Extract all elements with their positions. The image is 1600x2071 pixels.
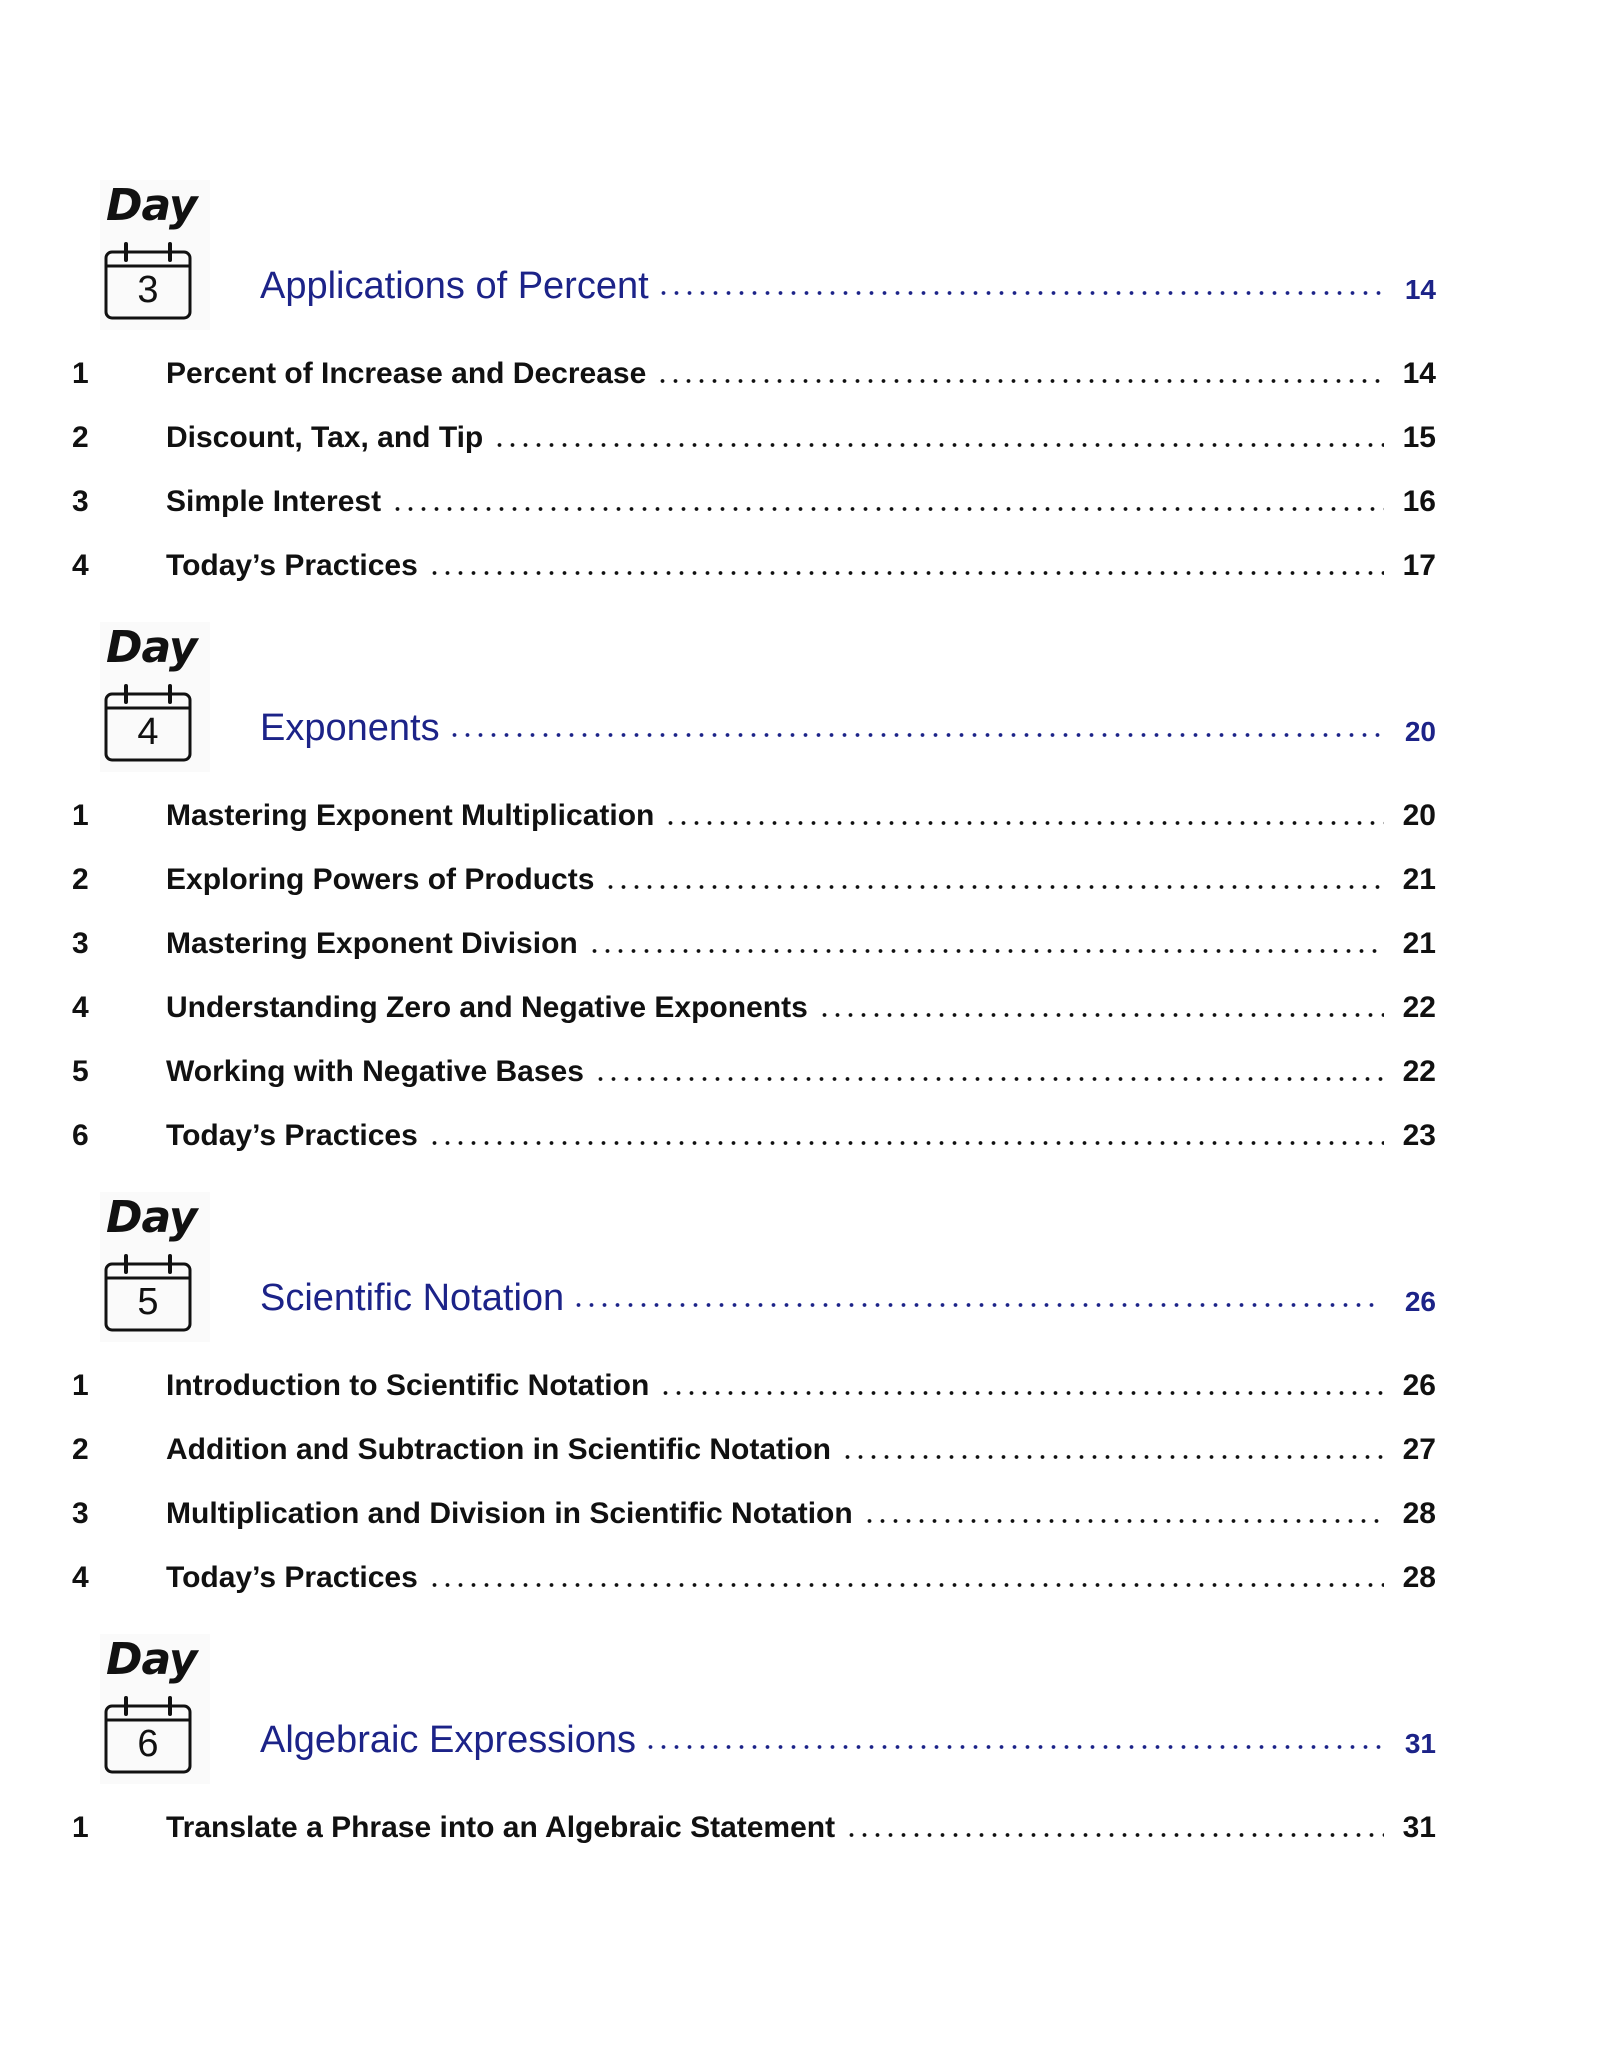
entry-line <box>166 348 1436 394</box>
entry-title: Working with Negative Bases <box>166 1055 584 1088</box>
section-heading[interactable] <box>260 254 1436 310</box>
section-heading[interactable] <box>260 1708 1436 1764</box>
entry-title: Today’s Practices <box>166 1119 418 1152</box>
section-page-number: 14 <box>1404 274 1436 305</box>
entry-number: 5 <box>72 1055 89 1088</box>
day-number: 3 <box>137 269 159 311</box>
entry-title: Mastering Exponent Multiplication <box>166 799 655 832</box>
day-number: 5 <box>137 1281 159 1323</box>
entry-page-number: 22 <box>1402 1055 1436 1088</box>
entry-line <box>166 1802 1436 1848</box>
toc-entry[interactable] <box>0 540 1436 586</box>
section-title: Applications of Percent <box>260 265 649 307</box>
entry-number: 2 <box>72 1433 89 1466</box>
dot-leader <box>659 1388 1384 1398</box>
toc-entry[interactable] <box>0 1552 1436 1598</box>
entry-line <box>166 1360 1436 1406</box>
entry-page-number: 16 <box>1402 485 1436 518</box>
entry-number: 2 <box>72 421 89 454</box>
dot-leader <box>493 440 1384 450</box>
entry-number: 4 <box>72 1561 89 1594</box>
section-title: Algebraic Expressions <box>260 1719 636 1761</box>
entry-page-number: 28 <box>1402 1561 1436 1594</box>
dot-leader <box>644 1742 1382 1752</box>
toc-entry[interactable] <box>0 918 1436 964</box>
toc-entry[interactable] <box>0 1802 1436 1848</box>
entry-number: 3 <box>72 1497 89 1530</box>
section-title: Exponents <box>260 707 440 749</box>
dot-leader <box>448 730 1382 740</box>
entry-title: Understanding Zero and Negative Exponents <box>166 991 808 1024</box>
entry-line <box>166 476 1436 522</box>
day-number: 6 <box>137 1723 159 1765</box>
entry-page-number: 26 <box>1402 1369 1436 1402</box>
toc-entry[interactable] <box>0 790 1436 836</box>
dot-leader <box>818 1010 1384 1020</box>
entry-line <box>166 1552 1436 1598</box>
toc-entry[interactable] <box>0 854 1436 900</box>
entry-title: Today’s Practices <box>166 1561 418 1594</box>
entry-line <box>166 540 1436 586</box>
dot-leader <box>841 1452 1384 1462</box>
entry-page-number: 22 <box>1402 991 1436 1024</box>
entry-number: 3 <box>72 485 89 518</box>
entry-number: 1 <box>72 357 89 390</box>
entry-title: Today’s Practices <box>166 549 418 582</box>
entry-title: Translate a Phrase into an Algebraic Statement <box>166 1811 836 1844</box>
entry-page-number: 17 <box>1402 549 1436 582</box>
section-page-number: 26 <box>1404 1286 1436 1317</box>
entry-title: Discount, Tax, and Tip <box>166 421 484 454</box>
section-page-number: 20 <box>1404 716 1436 747</box>
toc-entry[interactable] <box>0 1488 1436 1534</box>
day-label: Day <box>106 180 197 231</box>
dot-leader <box>428 568 1384 578</box>
dot-leader <box>656 376 1384 386</box>
dot-leader <box>391 504 1384 514</box>
entry-title: Simple Interest <box>166 485 382 518</box>
dot-leader <box>863 1516 1384 1526</box>
toc-entry[interactable] <box>0 1110 1436 1156</box>
dot-leader <box>428 1138 1384 1148</box>
entry-line <box>166 790 1436 836</box>
entry-number: 1 <box>72 1811 89 1844</box>
entry-line <box>166 854 1436 900</box>
dot-leader <box>572 1300 1382 1310</box>
entry-line <box>166 1110 1436 1156</box>
day-label: Day <box>106 622 197 673</box>
entry-title: Addition and Subtraction in Scientific Notation <box>166 1433 831 1466</box>
section-heading[interactable] <box>260 1266 1436 1322</box>
day-badge <box>100 622 210 772</box>
dot-leader <box>664 818 1384 828</box>
dot-leader <box>604 882 1384 892</box>
entry-line <box>166 982 1436 1028</box>
entry-line <box>166 918 1436 964</box>
toc-entry[interactable] <box>0 412 1436 458</box>
entry-page-number: 23 <box>1402 1119 1436 1152</box>
day-number: 4 <box>137 711 159 753</box>
section-title: Scientific Notation <box>260 1277 565 1319</box>
section-page-number: 31 <box>1404 1728 1436 1759</box>
entry-line <box>166 1046 1436 1092</box>
dot-leader <box>657 288 1382 298</box>
entry-page-number: 28 <box>1402 1497 1436 1530</box>
toc-entry[interactable] <box>0 1360 1436 1406</box>
entry-number: 1 <box>72 1369 89 1402</box>
day-label: Day <box>106 1634 197 1685</box>
entry-page-number: 20 <box>1402 799 1436 832</box>
entry-number: 3 <box>72 927 89 960</box>
entry-number: 4 <box>72 991 89 1024</box>
entry-page-number: 21 <box>1402 863 1436 896</box>
dot-leader <box>845 1830 1384 1840</box>
entry-page-number: 15 <box>1402 421 1436 454</box>
toc-entry[interactable] <box>0 1424 1436 1470</box>
entry-title: Introduction to Scientific Notation <box>166 1369 650 1402</box>
entry-line <box>166 1488 1436 1534</box>
entry-title: Exploring Powers of Products <box>166 863 595 896</box>
entry-page-number: 14 <box>1402 357 1436 390</box>
entry-number: 2 <box>72 863 89 896</box>
dot-leader <box>588 946 1384 956</box>
day-badge <box>100 180 210 330</box>
entry-page-number: 27 <box>1402 1433 1436 1466</box>
section-heading[interactable] <box>260 696 1436 752</box>
toc-entry[interactable] <box>0 348 1436 394</box>
toc-entry[interactable] <box>0 476 1436 522</box>
entry-number: 1 <box>72 799 89 832</box>
day-badge <box>100 1634 210 1784</box>
dot-leader <box>428 1580 1384 1590</box>
entry-title: Mastering Exponent Division <box>166 927 578 960</box>
toc-entry[interactable] <box>0 982 1436 1028</box>
dot-leader <box>594 1074 1384 1084</box>
entry-page-number: 31 <box>1402 1811 1436 1844</box>
day-label: Day <box>106 1192 197 1243</box>
entry-line <box>166 412 1436 458</box>
entry-number: 6 <box>72 1119 89 1152</box>
entry-number: 4 <box>72 549 89 582</box>
day-badge <box>100 1192 210 1342</box>
toc-entry[interactable] <box>0 1046 1436 1092</box>
entry-title: Multiplication and Division in Scientific Notation <box>166 1497 853 1530</box>
entry-line <box>166 1424 1436 1470</box>
entry-page-number: 21 <box>1402 927 1436 960</box>
entry-title: Percent of Increase and Decrease <box>166 357 647 390</box>
